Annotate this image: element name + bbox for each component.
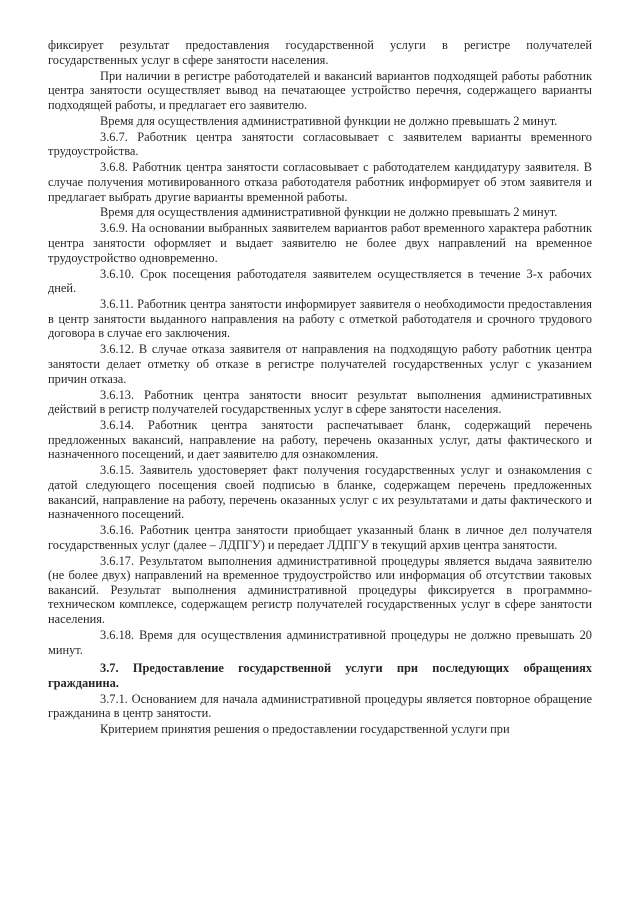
paragraph: 3.6.17. Результатом выполнения административной процедуры является выдача заявителю (не более двух) направлений на временное трудоустройство или информация об отсутствии таковых вакансий. Результат выполнения административной процедуры фиксируется в программно-техническом комплексе, содержащем регистр получателей государственных услуг в сфере занятости населения. <box>48 553 592 627</box>
paragraph: 3.6.16. Работник центра занятости приобщает указанный бланк в личное дел получателя государственных услуг (далее – ЛДПГУ) и передает ЛДПГУ в текущий архив центра занятости. <box>48 523 592 552</box>
paragraph: 3.6.8. Работник центра занятости согласовывает с работодателем кандидатуру заявителя. В случае получения мотивированного отказа работодателя работник информирует об этом заявителя и предлагает выбрать другие варианты временной работы. <box>48 160 592 204</box>
paragraph: 3.6.15. Заявитель удостоверяет факт получения государственных услуг и ознакомления с датой следующего посещения своей подписью в бланке, содержащем перечень предложенных вакансий, направление на работу, перечень оказанных услуг с их результатами и даты фактического и назначенного посещений. <box>48 463 592 522</box>
paragraph: При наличии в регистре работодателей и вакансий вариантов подходящей работы работник центра занятости осуществляет вывод на печатающее устройство перечня, содержащего варианты подходящей работы, и предлагает его заявителю. <box>48 68 592 112</box>
paragraph: 3.6.11. Работник центра занятости информирует заявителя о необходимости предоставления в центр занятости выданного направления на работу с отметкой работодателя и срочного трудового договора в случае его заключения. <box>48 297 592 341</box>
paragraph: фиксирует результат предоставления государственной услуги в регистре получателей государственных услуг в сфере занятости населения. <box>48 38 592 67</box>
paragraph: Время для осуществления административной функции не должно превышать 2 минут. <box>100 113 558 128</box>
paragraph: 3.6.12. В случае отказа заявителя от направления на подходящую работу работник центра занятости делает отметку об отказе в регистре получателей государственных услуг с указанием причин отказа. <box>48 342 592 386</box>
paragraph: 3.6.9. На основании выбранных заявителем вариантов работ временного характера работник центра занятости оформляет и выдает заявителю не более двух направлений на временное трудоустройство одновременно. <box>48 221 592 265</box>
section-heading: 3.7. Предоставление государственной услуги при последующих обращениях гражданина. <box>48 661 592 690</box>
document-body <box>48 38 592 737</box>
paragraph: 3.6.18. Время для осуществления административной процедуры не должно превышать 20 минут. <box>48 628 592 657</box>
paragraph: 3.7.1. Основанием для начала административной процедуры является повторное обращение гражданина в центр занятости. <box>48 691 592 721</box>
paragraph: Время для осуществления административной функции не должно превышать 2 минут. <box>100 205 558 220</box>
paragraph: 3.6.14. Работник центра занятости распечатывает бланк, содержащий перечень предложенных вакансий, направление на работу, перечень оказанных услуг, даты фактического и назначенного посещений, и дает заявителю для ознакомления. <box>48 418 592 462</box>
paragraph: Критерием принятия решения о предоставлении государственной услуги при <box>100 722 510 737</box>
paragraph: 3.6.7. Работник центра занятости согласовывает с заявителем варианты временного трудоустройства. <box>48 129 592 159</box>
paragraph: 3.6.10. Срок посещения работодателя заявителем осуществляется в течение 3-х рабочих дней. <box>48 266 592 296</box>
paragraph: 3.6.13. Работник центра занятости вносит результат выполнения административных действий в регистр получателей государственных услуг в сфере занятости населения. <box>48 387 592 417</box>
